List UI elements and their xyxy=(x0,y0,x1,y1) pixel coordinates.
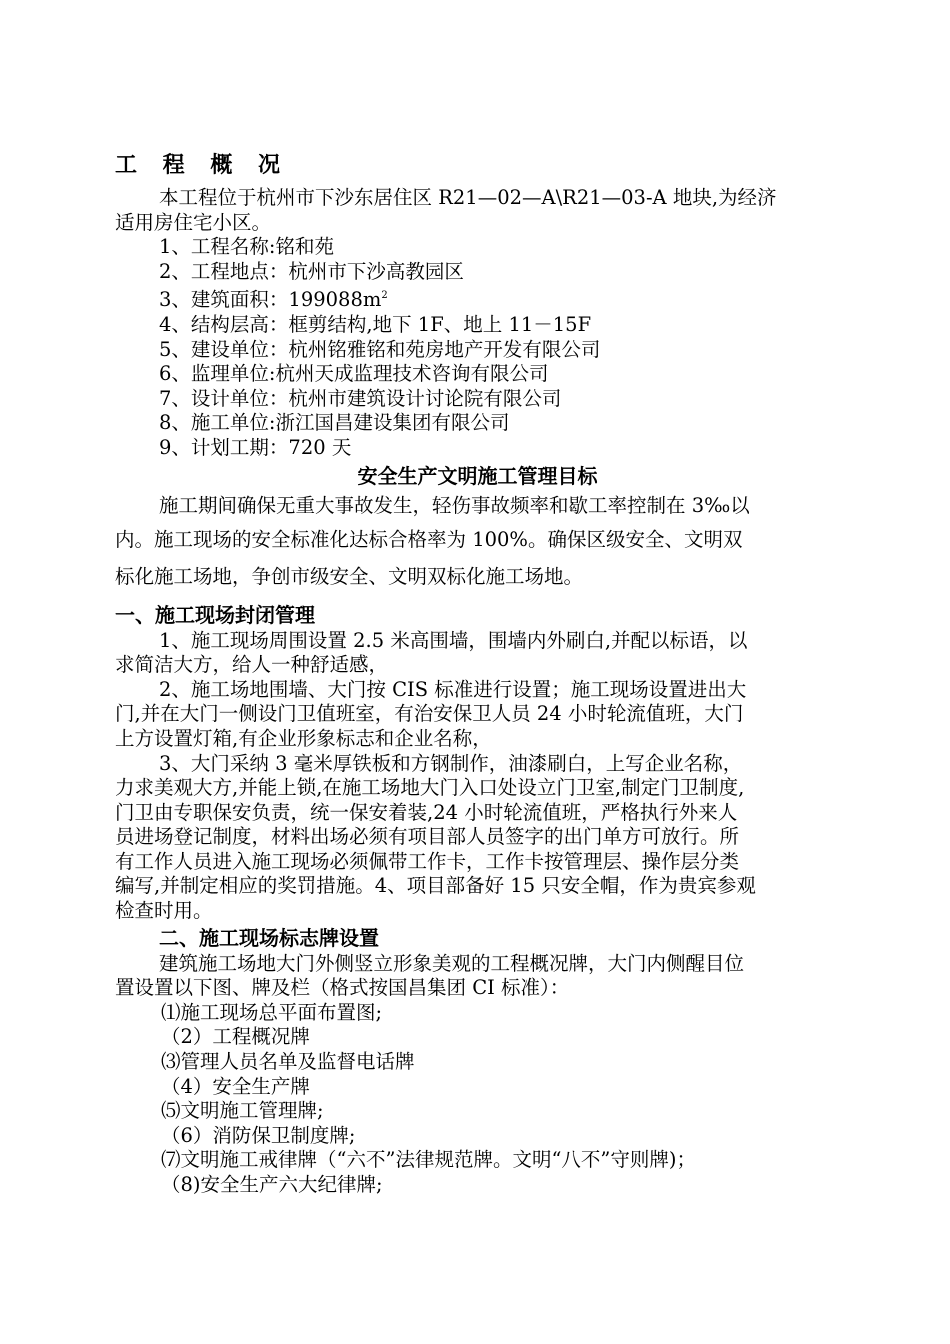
project-item xyxy=(115,284,840,313)
board-item: （8)安全生产六大纪律牌; xyxy=(161,1173,383,1196)
intro-line: 适用房住宅小区。 xyxy=(115,210,272,234)
section-line: 3、大门采纳 3 毫米厚铁板和方钢制作，油漆刷白，上写企业名称， xyxy=(159,751,743,775)
board-item: ⑺文明施工戒律牌（“六不”法律规范牌。文明“八不”守则牌)； xyxy=(161,1148,696,1172)
section-line: 力求美观大方,并能上锁,在施工场地大门入口处设立门卫室,制定门卫制度, xyxy=(115,776,745,800)
section-line: 有工作人员进入施工现场必须佩带工作卡，工作卡按管理层、操作层分类 xyxy=(115,849,740,873)
board-item: ⑶管理人员名单及监督电话牌 xyxy=(161,1050,415,1074)
area-superscript: 2 xyxy=(381,290,388,302)
section-line: 检查时用。 xyxy=(115,899,213,923)
project-item: 2、工程地点：杭州市下沙高教园区 xyxy=(159,259,464,283)
goal-line: 内。施工现场的安全标准化达标合格率为 100%。确保区级安全、文明双 xyxy=(115,527,743,551)
project-item: 8、施工单位:浙江国昌建设集团有限公司 xyxy=(159,411,510,435)
section-line: 2、施工场地围墙、大门按 CIS 标准进行设置；施工现场设置进出大 xyxy=(159,677,747,701)
project-item: 4、结构层高：框剪结构,地下 1F、地上 11－15F xyxy=(159,312,592,336)
project-item: 5、建设单位：杭州铭雅铭和苑房地产开发有限公司 xyxy=(159,337,601,361)
project-item: 9、计划工期：720 天 xyxy=(159,435,352,459)
section-heading: 一、施工现场封闭管理 xyxy=(115,602,315,627)
section-line: 置设置以下图、牌及栏（格式按国昌集团 CI 标准）： xyxy=(115,976,570,1000)
area-text: 3、建筑面积：199088m xyxy=(159,288,382,312)
goal-line: 标化施工场地，争创市级安全、文明双标化施工场地。 xyxy=(115,564,584,588)
project-item: 1、工程名称:铭和苑 xyxy=(159,235,334,259)
section-line: 求简洁大方，给人一种舒适感， xyxy=(115,653,389,677)
section-line: 建筑施工场地大门外侧竖立形象美观的工程概况牌，大门内侧醒目位 xyxy=(159,951,745,975)
board-item: （2）工程概况牌 xyxy=(161,1025,310,1049)
project-item: 6、监理单位:杭州天成监理技术咨询有限公司 xyxy=(159,362,549,386)
section-line: 编写,并制定相应的奖罚措施。4、项目部备好 15 只安全帽，作为贵宾参观 xyxy=(115,874,756,898)
section-line: 员进场登记制度，材料出场必须有项目部人员签字的出门单方可放行。所 xyxy=(115,825,740,849)
board-item: ⑸文明施工管理牌; xyxy=(161,1099,324,1123)
section-heading: 二、施工现场标志牌设置 xyxy=(159,925,379,950)
goal-heading: 安全生产文明施工管理目标 xyxy=(357,463,598,488)
project-item: 7、设计单位：杭州市建筑设计讨论院有限公司 xyxy=(159,386,562,410)
document-title: 工 程 概 况 xyxy=(115,153,289,178)
document-page xyxy=(115,150,840,1198)
section-line: 门,并在大门一侧设门卫值班室，有治安保卫人员 24 小时轮流值班，大门 xyxy=(115,702,744,726)
goal-line: 施工期间确保无重大事故发生，轻伤事故频率和歇工率控制在 3‰以 xyxy=(159,493,750,517)
board-item: （4）安全生产牌 xyxy=(161,1074,310,1098)
board-item: ⑴施工现场总平面布置图; xyxy=(161,1000,383,1024)
section-line: 门卫由专职保安负责，统一保安着装,24 小时轮流值班，严格执行外来人 xyxy=(115,800,738,824)
section-line: 1、施工现场周围设置 2.5 米高围墙，围墙内外刷白,并配以标语，以 xyxy=(159,628,748,652)
board-item: （6）消防保卫制度牌; xyxy=(161,1123,356,1147)
section-line: 上方设置灯箱,有企业形象标志和企业名称， xyxy=(115,726,492,750)
intro-line: 本工程位于杭州市下沙东居住区 R21—02—A\R21—03-A 地块,为经济 xyxy=(159,186,777,209)
